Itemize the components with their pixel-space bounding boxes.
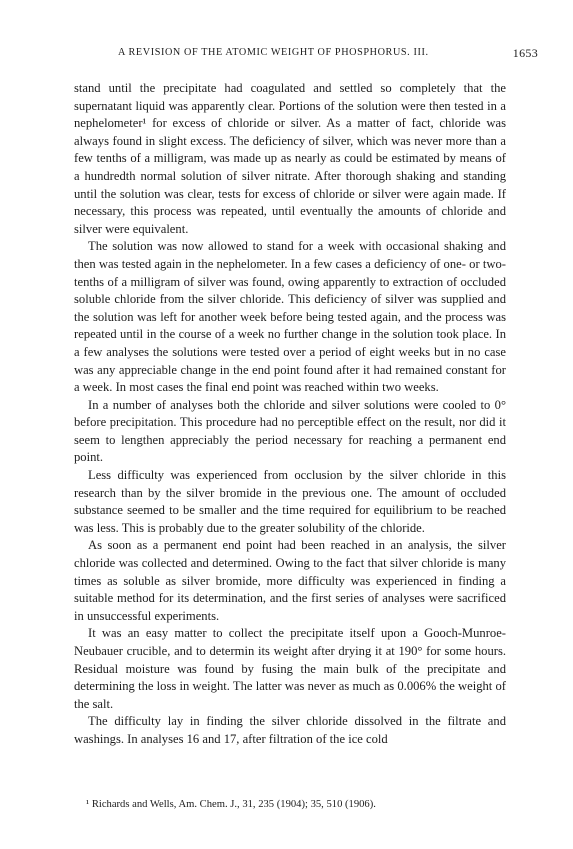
paragraph: It was an easy matter to collect the precipitate itself upon a Gooch-Munroe-Neubauer crucible, and to determin its weight after drying it at 190° for some hours. Residual moisture was found by fusing the main bulk of the precipitate and determining the loss in weight. The latter was never as much as 0.006% the weight of the salt. xyxy=(74,626,506,711)
paragraph: As soon as a permanent end point had been reached in an analysis, the silver chloride was collected and determined. Owing to the fact that silver chloride is many times as soluble as silver bromide, more difficulty was experienced in finding a suitable method for its determination, and the first series of analyses were sacrificed in unsuccessful experiments. xyxy=(74,538,506,623)
running-title: A REVISION OF THE ATOMIC WEIGHT OF PHOSPHORUS. III. xyxy=(118,47,429,58)
paragraph: The difficulty lay in finding the silver chloride dissolved in the filtrate and washings. In analyses 16 and 17, after filtration of the ice cold xyxy=(74,714,506,746)
paragraph: The solution was now allowed to stand for a week with occasional shaking and then was tested again in the nephelometer. In a few cases a deficiency of one- or two-tenths of a milligram of silver was found, owing apparently to extraction of occluded soluble chloride from the silver chloride. This deficiency of silver was supplied and the solution was left for another week before being tested again, and the process was repeated until in the course of a week no further change in the solution took place. In a few analyses the solutions were tested over a period of eight weeks but in no case was any appreciable change in the end point found after it had remained constant for a week. In most cases the final end point was reached within two weeks. xyxy=(74,239,506,395)
body-text xyxy=(74,80,506,749)
paragraph: In a number of analyses both the chloride and silver solutions were cooled to 0° before precipitation. This procedure had no perceptible effect on the result, nor did it seem to lengthen appreciably the period necessary for reaching a permanent end point. xyxy=(74,397,506,465)
page-number: 1653 xyxy=(512,46,538,60)
footnote: ¹ Richards and Wells, Am. Chem. J., 31, 235 (1904); 35, 510 (1906). xyxy=(86,799,376,810)
running-header xyxy=(118,47,538,58)
paragraph: stand until the precipitate had coagulated and settled so completely that the supernatant liquid was apparently clear. Portions of the solution were then tested in a nephelometer¹ for excess of chloride or silver. As a matter of fact, chloride was always found in slight excess. The deficiency of silver, which was never more than a few tenths of a milligram, was made up as nearly as could be estimated by means of a hundredth normal solution of silver nitrate. After thorough shaking and standing until the solution was clear, tests for excess of chloride or silver were again made. If necessary, this process was repeated, until eventually the amounts of chloride and silver were equivalent. xyxy=(74,81,506,236)
paragraph: Less difficulty was experienced from occlusion by the silver chloride in this research than by the silver bromide in the previous one. The amount of occluded substance seemed to be smaller and the time required for equilibrium to be reached was less. This is probably due to the greater solubility of the chloride. xyxy=(74,468,506,535)
